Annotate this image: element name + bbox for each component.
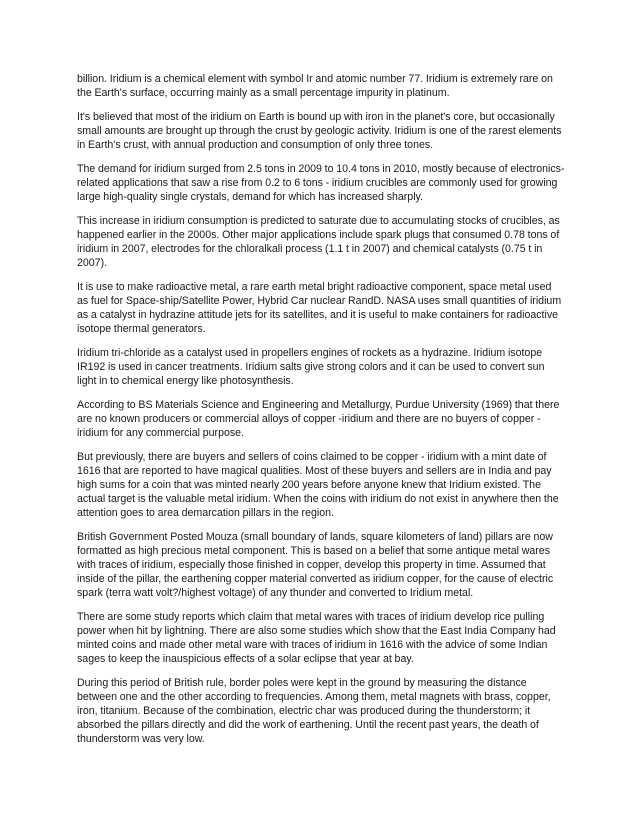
paragraph-7: According to BS Materials Science and Engineering and Metallurgy, Purdue University (1969) that there are no known producers or commercial alloys of copper -iridium and there are no buyers of copper - iridium for any commercial purpose. — [77, 399, 560, 439]
paragraph-6: Iridium tri-chloride as a catalyst used in propellers engines of rockets as a hydrazine. Iridium isotope IR192 is used in cancer treatments. Iridium salts give strong colors and it can be used to convert sun light in to chemical energy like photosynthesis. — [77, 347, 545, 387]
paragraph-9: British Government Posted Mouza (small boundary of lands, square kilometers of land) pillars are now formatted as high precious metal component. This is based on a belief that some antique metal wares with traces of iridium, especially those finished in copper, develop this property in time. Assumed that inside of the pillar, the earthening copper material converted as iridium copper, for the cause of electric spark (terra watt volt?/highest voltage) of any thunder and converted to Iridium metal. — [77, 531, 554, 599]
document-body — [77, 72, 565, 756]
paragraph-1: billion. Iridium is a chemical element with symbol Ir and atomic number 77. Iridium is extremely rare on the Earth's surface, occurring mainly as a small percentage impurity in platinum. — [77, 73, 553, 99]
paragraph-2: It's believed that most of the iridium on Earth is bound up with iron in the planet's core, but occasionally small amounts are brought up through the crust by geologic activity. Iridium is one of the rarest elements in Earth's crust, with annual production and consumption of only three tones. — [77, 111, 562, 151]
paragraph-4: This increase in iridium consumption is predicted to saturate due to accumulating stocks of crucibles, as happened earlier in the 2000s. Other major applications include spark plugs that consumed 0.78 tons of iridium in 2007, electrodes for the chloralkali process (1.1 t in 2007) and chemical catalysts (0.75 t in 2007). — [77, 215, 560, 269]
paragraph-8: But previously, there are buyers and sellers of coins claimed to be copper - iridium with a mint date of 1616 that are reported to have magical qualities. Most of these buyers and sellers are in India and pay high sums for a coin that was minted nearly 200 years before anyone knew that Iridium existed. The actual target is the valuable metal iridium. When the coins with iridium do not exist in anywhere then the attention goes to area demarcation pillars in the region. — [77, 451, 559, 519]
paragraph-10: There are some study reports which claim that metal wares with traces of iridium develop rice pulling power when hit by lightning. There are also some studies which show that the East India Company had minted coins and made other metal ware with traces of iridium in 1616 with the advice of some Indian sages to keep the inauspicious effects of a solar eclipse that year at bay. — [77, 611, 556, 665]
paragraph-3: The demand for iridium surged from 2.5 tons in 2009 to 10.4 tons in 2010, mostly because of electronics-related applications that saw a rise from 0.2 to 6 tons - iridium crucibles are commonly used for growing large high-quality single crystals, demand for which has increased sharply. — [77, 163, 565, 203]
paragraph-5: It is use to make radioactive metal, a rare earth metal bright radioactive component, space metal used as fuel for Space-ship/Satellite Power, Hybrid Car nuclear RandD. NASA uses small quantities of iridium as a catalyst in hydrazine attitude jets for its satellites, and it is useful to make containers for radioactive isotope thermal generators. — [77, 281, 562, 335]
paragraph-11: During this period of British rule, border poles were kept in the ground by measuring the distance between one and the other according to frequencies. Among them, metal magnets with brass, copper, iron, titanium. Because of the combination, electric char was produced during the thunderstorm; it absorbed the pillars directly and did the work of earthening. Until the recent past years, the death of thunderstorm was very low. — [77, 677, 551, 745]
